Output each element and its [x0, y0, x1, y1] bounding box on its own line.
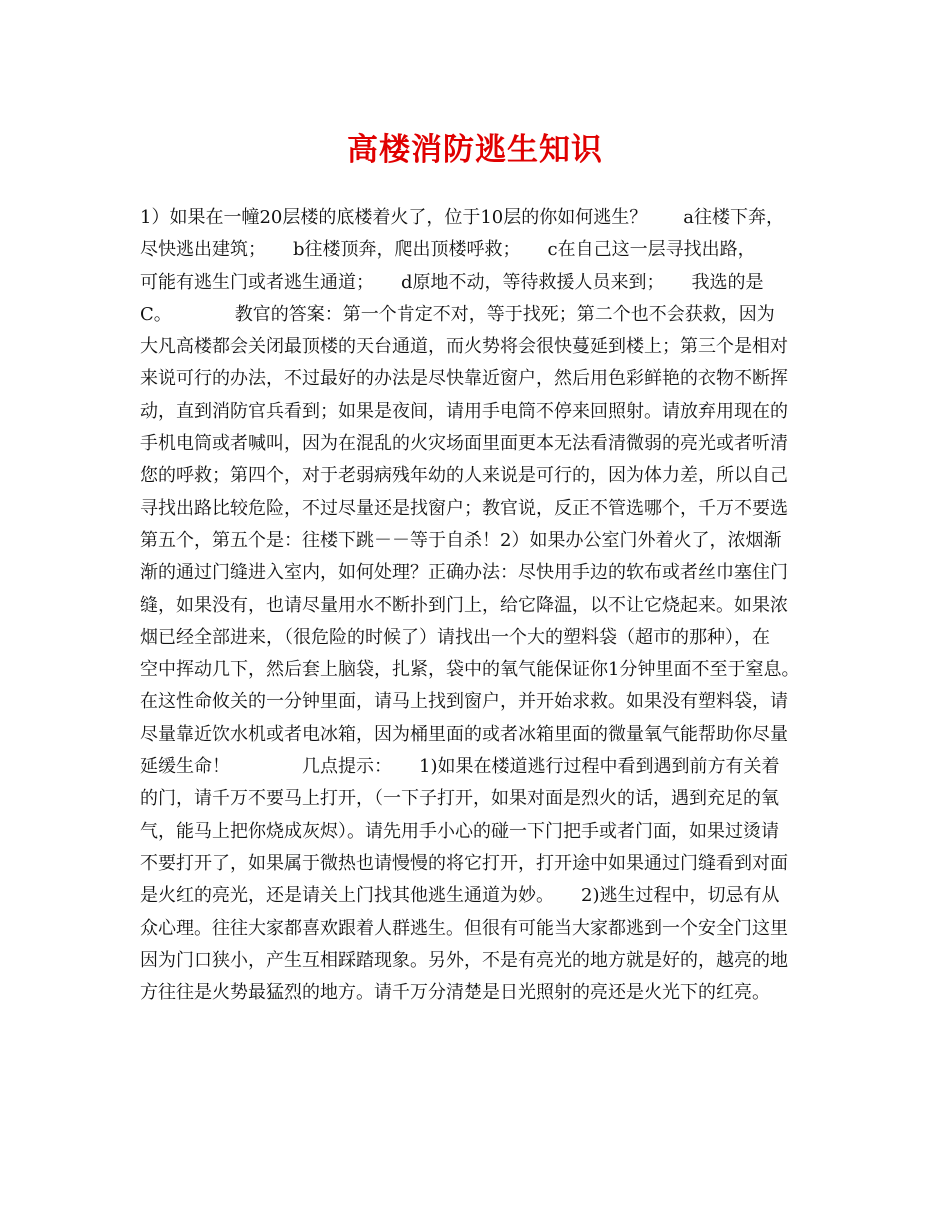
text-line: 的门，请千万不要马上打开，（一下子打开，如果对面是烈火的话，遇到充足的氧 — [140, 788, 779, 810]
text-line: 您的呼救；第四个，对于老弱病残年幼的人来说是可行的，因为体力差，所以自己 — [140, 465, 788, 487]
text-line: 大凡高楼都会关闭最顶楼的天台通道，而火势将会很快蔓延到楼上；第三个是相对 — [140, 336, 788, 358]
text-line: 来说可行的办法，不过最好的办法是尽快靠近窗户，然后用色彩鲜艳的衣物不断挥 — [140, 368, 788, 390]
text-line: 尽量靠近饮水机或者电冰箱，因为桶里面的或者冰箱里面的微量氧气能帮助你尽量 — [140, 723, 788, 745]
document-body — [140, 202, 820, 1009]
text-line: 手机电筒或者喊叫，因为在混乱的火灾场面里面更本无法看清微弱的亮光或者听清 — [140, 433, 788, 455]
text-line: 方往往是火势最猛烈的地方。请千万分清楚是日光照射的亮还是火光下的红亮。 — [140, 982, 770, 1004]
text-line: 众心理。往往大家都喜欢跟着人群逃生。但很有可能当大家都逃到一个安全门这里 — [140, 917, 788, 939]
text-line: 是火红的亮光，还是请关上门找其他逃生通道为妙。 2)逃生过程中，切忌有从 — [140, 885, 780, 907]
text-line: 延缓生命！ 几点提示： 1)如果在楼道逃行过程中看到遇到前方有关着 — [140, 756, 780, 778]
text-line: 气，能马上把你烧成灰烬）。请先用手小心的碰一下门把手或者门面，如果过烫请 — [140, 820, 779, 842]
page-title: 高楼消防逃生知识 — [347, 132, 603, 168]
text-line: 寻找出路比较危险，不过尽量还是找窗户；教官说，反正不管选哪个，千万不要选 — [140, 497, 788, 519]
text-line: 渐的通过门缝进入室内，如何处理？正确办法：尽快用手边的软布或者丝巾塞住门 — [140, 562, 788, 584]
text-line: 因为门口狭小，产生互相踩踏现象。另外，不是有亮光的地方就是好的，越亮的地 — [140, 949, 788, 971]
text-line: 尽快逃出建筑； b往楼顶奔，爬出顶楼呼救； c在自己这一层寻找出路， — [140, 239, 756, 261]
text-line: 动，直到消防官兵看到；如果是夜间，请用手电筒不停来回照射。请放弃用现在的 — [140, 400, 788, 422]
text-line: 不要打开了，如果属于微热也请慢慢的将它打开，打开途中如果通过门缝看到对面 — [140, 852, 788, 874]
text-line: 烟已经全部进来，（很危险的时候了）请找出一个大的塑料袋（超市的那种），在 — [140, 626, 770, 648]
text-line: 缝，如果没有，也请尽量用水不断扑到门上，给它降温，以不让它烧起来。如果浓 — [140, 594, 788, 616]
text-line: 1）如果在一幢20层楼的底楼着火了，位于10层的你如何逃生？ a往楼下奔， — [140, 207, 784, 228]
text-line: C。 教官的答案：第一个肯定不对，等于找死；第二个也不会获救，因为 — [140, 303, 775, 325]
text-line: 在这性命攸关的一分钟里面，请马上找到窗户，并开始求救。如果没有塑料袋，请 — [140, 691, 788, 713]
text-line: 第五个，第五个是：往楼下跳－－等于自杀！2）如果办公室门外着火了，浓烟渐 — [140, 529, 782, 551]
text-line: 空中挥动几下，然后套上脑袋，扎紧，袋中的氧气能保证你1分钟里面不至于窒息。 — [140, 659, 800, 681]
text-line: 可能有逃生门或者逃生通道； d原地不动，等待救援人员来到； 我选的是 — [140, 271, 764, 293]
